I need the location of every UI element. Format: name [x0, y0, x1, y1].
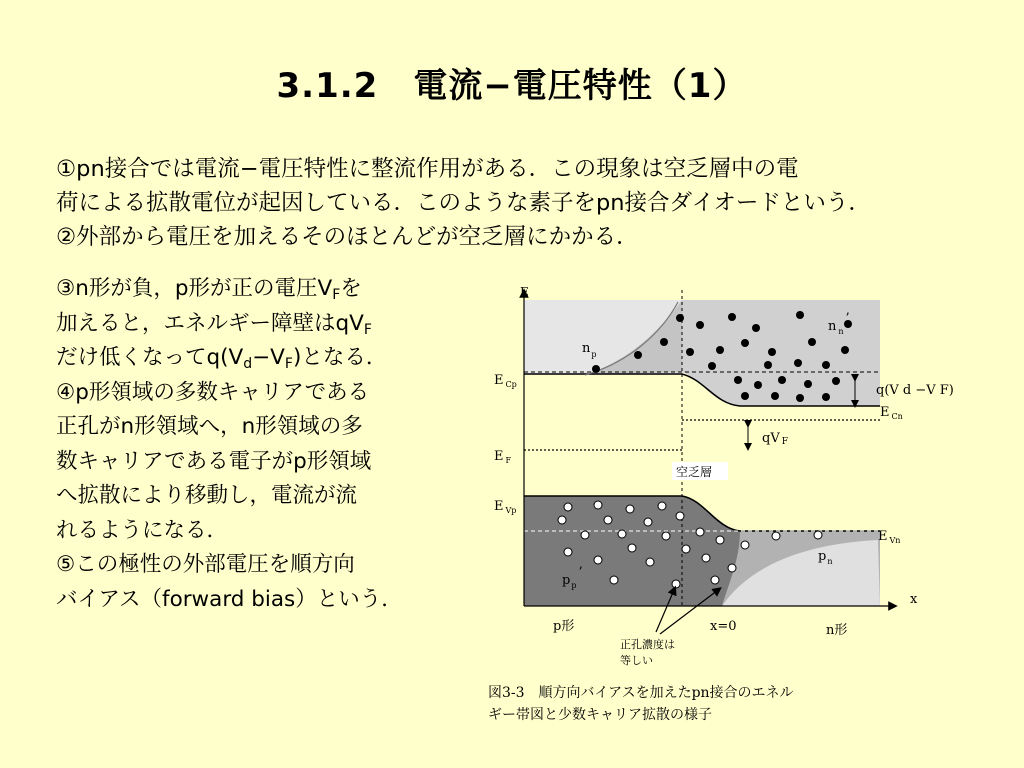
figure-caption	[488, 682, 794, 726]
left-line-5: 正孔がn形領域へ，n形領域の多	[56, 414, 363, 439]
energy-axis-label: E	[520, 285, 529, 299]
equal-concentration-line-1: 正孔濃度は	[620, 638, 675, 651]
junction-position-label: x=0	[710, 619, 737, 634]
position-axis-label: x	[910, 592, 918, 607]
ecn-label: E $_{Cn}$	[880, 405, 903, 421]
evp-label: E $_{Vp}$	[494, 499, 517, 515]
left-line-8: れるようになる．	[56, 517, 229, 543]
caption-line-1: 図3-3 順方向バイアスを加えたpn接合のエネル	[488, 685, 794, 701]
nn-label: n $_n$’	[828, 311, 850, 336]
p-type-label: p形	[553, 619, 575, 634]
conduction-band-n	[682, 300, 880, 406]
pn-label: $p_n$	[818, 549, 833, 566]
left-line-7: へ拡散により移動し，電流が流	[56, 483, 358, 508]
depletion-layer-label: 空乏層	[676, 465, 713, 479]
page-title: 3.1.2 電流−電圧特性（1）	[276, 66, 748, 106]
qvf-label: qV F	[762, 431, 788, 447]
left-line-3: だけ低くなって$q(V_d-V_F)$となる．	[56, 345, 388, 372]
left-line-6: 数キャリアである電子がp形領域	[56, 448, 372, 474]
left-line-10: バイアス（forward bias）という．	[56, 586, 403, 612]
ef-label: E $_F$	[494, 449, 512, 465]
left-line-1: ③n形が負，p形が正の電圧$V_F$を	[56, 276, 362, 303]
left-line-4: ④p形領域の多数キャリアである	[56, 379, 370, 405]
barrier-height-label: q(V d −V F)	[876, 383, 954, 398]
intro-line-1: ①pn接合では電流−電圧特性に整流作用がある．この現象は空乏層中の電	[56, 156, 799, 182]
ecp-label: E $_{Cp}$	[494, 373, 517, 389]
equal-concentration-line-2: 等しい	[620, 654, 653, 667]
left-line-2: 加えると，エネルギー障壁は$qV_F$	[56, 310, 372, 338]
evn-label: E $_{Vn}$	[878, 529, 901, 545]
pp-label: $p_p$’	[562, 565, 583, 590]
caption-line-2: ギー帯図と少数キャリア拡散の様子	[488, 707, 712, 723]
np-label: $n_p$	[582, 341, 597, 359]
left-line-9: ⑤この極性の外部電圧を順方向	[56, 552, 355, 577]
intro-line-3: ②外部から電圧を加えるそのほとんどが空乏層にかかる．	[56, 224, 639, 250]
n-type-label: n形	[826, 623, 848, 638]
intro-line-2: 荷による拡散電位が起因している．このような素子をpn接合ダイオードという．	[56, 190, 871, 216]
